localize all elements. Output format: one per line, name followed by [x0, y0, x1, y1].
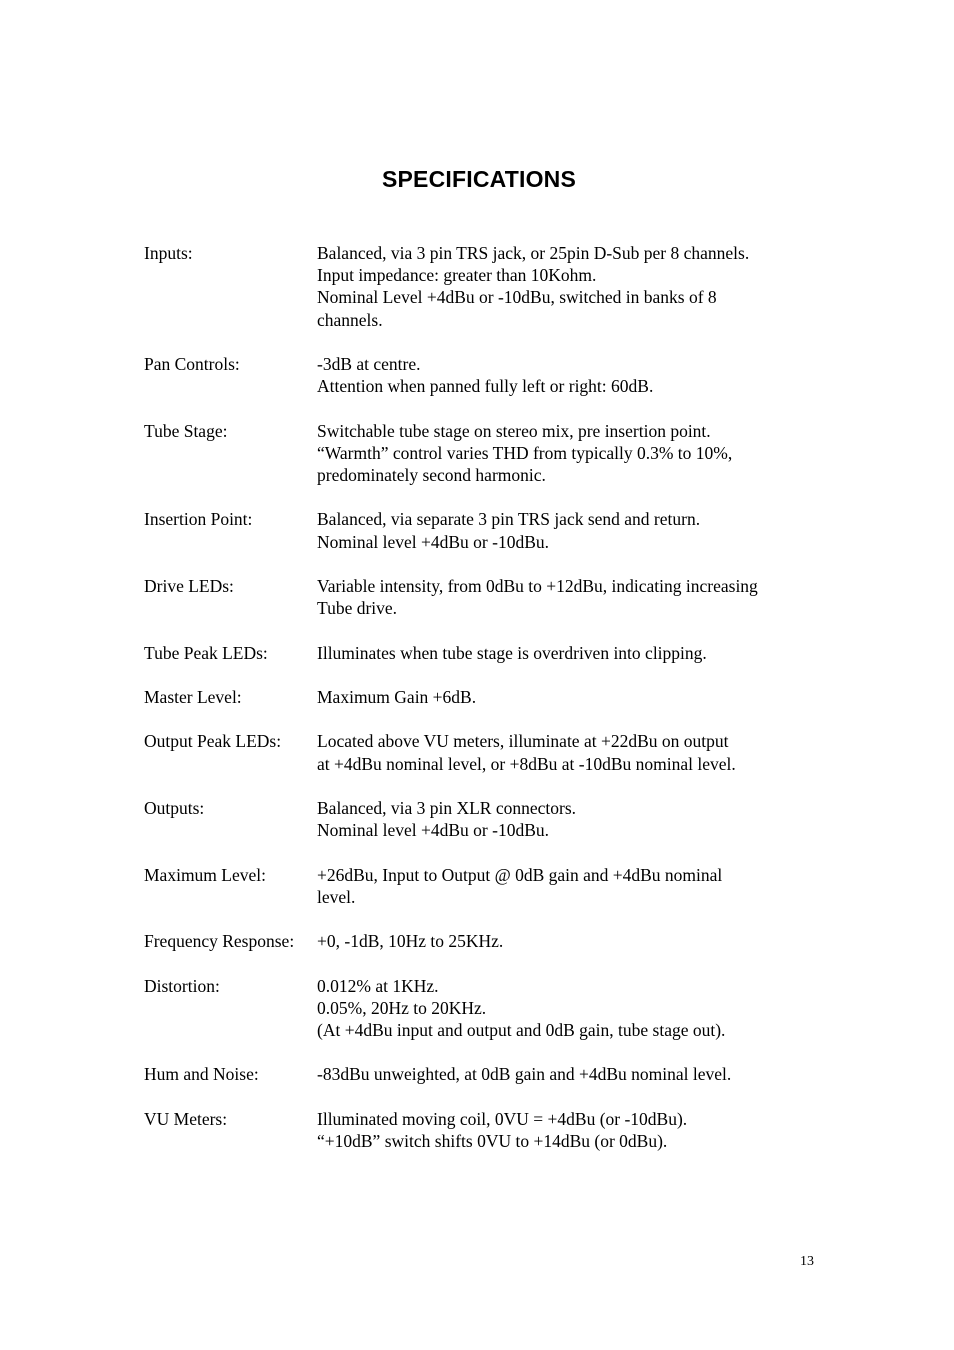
- spec-value-line: Tube drive.: [317, 598, 398, 619]
- spec-label: Frequency Response:: [144, 931, 295, 952]
- spec-value-line: “Warmth” control varies THD from typically 0.3% to 10%,: [317, 442, 733, 463]
- spec-row: [144, 420, 824, 487]
- spec-value-line: level.: [317, 886, 356, 907]
- spec-value-line: +0, -1dB, 10Hz to 25KHz.: [317, 931, 504, 952]
- spec-value-line: -3dB at centre.: [317, 354, 421, 374]
- spec-label: Insertion Point:: [144, 509, 253, 530]
- spec-label: Pan Controls:: [144, 354, 240, 374]
- spec-label: Distortion:: [144, 975, 220, 996]
- spec-value-line: at +4dBu nominal level, or +8dBu at -10dBu nominal level.: [317, 753, 736, 774]
- spec-value-line: Balanced, via separate 3 pin TRS jack send and return.: [317, 509, 701, 530]
- spec-value: [317, 930, 824, 952]
- spec-row: [144, 930, 824, 952]
- spec-label: Maximum Level:: [144, 864, 266, 885]
- spec-row: [144, 1108, 824, 1152]
- spec-label: Output Peak LEDs:: [144, 731, 282, 752]
- spec-value: [317, 1108, 824, 1152]
- spec-row: [144, 797, 824, 841]
- spec-row: [144, 242, 824, 331]
- spec-value: [317, 1063, 824, 1085]
- spec-label: Tube Stage:: [144, 420, 228, 441]
- spec-row: [144, 575, 824, 619]
- spec-value-line: Variable intensity, from 0dBu to +12dBu, indicating increasing: [317, 575, 758, 596]
- spec-value-line: +26dBu, Input to Output @ 0dB gain and +4dBu nominal: [317, 864, 723, 885]
- spec-row: [144, 686, 824, 708]
- spec-row: [144, 864, 824, 908]
- spec-value-line: Illuminated moving coil, 0VU = +4dBu (or -10dBu).: [317, 1108, 688, 1129]
- spec-row: [144, 975, 824, 1042]
- spec-value-line: 0.012% at 1KHz.: [317, 975, 439, 996]
- spec-value: [317, 575, 824, 619]
- spec-label: Master Level:: [144, 686, 242, 707]
- spec-label: Outputs:: [144, 797, 205, 818]
- spec-value: [317, 508, 824, 552]
- spec-value: [317, 686, 824, 708]
- spec-value-line: -83dBu unweighted, at 0dB gain and +4dBu nominal level.: [317, 1064, 732, 1085]
- page-title: SPECIFICATIONS: [381, 166, 577, 192]
- spec-value-line: “+10dB” switch shifts 0VU to +14dBu (or 0dBu).: [317, 1130, 668, 1151]
- spec-value: [317, 642, 824, 664]
- spec-row: [144, 730, 824, 774]
- specifications-list: [144, 242, 824, 1174]
- page-number: 13: [800, 1254, 814, 1269]
- spec-value-line: 0.05%, 20Hz to 20KHz.: [317, 997, 487, 1018]
- spec-label: Inputs:: [144, 243, 193, 263]
- spec-value: [317, 353, 824, 397]
- spec-value-line: Balanced, via 3 pin XLR connectors.: [317, 797, 577, 818]
- spec-value: [317, 864, 824, 908]
- spec-value: [317, 975, 824, 1042]
- spec-value: [317, 797, 824, 841]
- spec-value-line: Located above VU meters, illuminate at +22dBu on output: [317, 731, 729, 752]
- spec-value-line: Balanced, via 3 pin TRS jack, or 25pin D-Sub per 8 channels.: [317, 243, 750, 263]
- spec-value-line: Nominal level +4dBu or -10dBu.: [317, 820, 549, 841]
- spec-label: Drive LEDs:: [144, 575, 234, 596]
- spec-value: [317, 730, 824, 774]
- spec-label: VU Meters:: [144, 1108, 228, 1129]
- spec-value-line: (At +4dBu input and output and 0dB gain, tube stage out).: [317, 1019, 726, 1040]
- spec-row: [144, 1063, 824, 1085]
- spec-label: Hum and Noise:: [144, 1064, 259, 1085]
- spec-value: [317, 420, 824, 487]
- spec-value-line: channels.: [317, 309, 383, 330]
- spec-value-line: Input impedance: greater than 10Kohm.: [317, 265, 597, 286]
- spec-value-line: Illuminates when tube stage is overdriven into clipping.: [317, 642, 707, 663]
- spec-value-line: Switchable tube stage on stereo mix, pre insertion point.: [317, 420, 711, 441]
- spec-value-line: Nominal level +4dBu or -10dBu.: [317, 531, 549, 552]
- spec-value-line: Nominal Level +4dBu or -10dBu, switched in banks of 8: [317, 287, 717, 308]
- spec-label: Tube Peak LEDs:: [144, 642, 268, 663]
- spec-value-line: Maximum Gain +6dB.: [317, 686, 477, 707]
- spec-value-line: predominately second harmonic.: [317, 465, 546, 485]
- spec-value-line: Attention when panned fully left or right: 60dB.: [317, 376, 654, 397]
- spec-row: [144, 508, 824, 552]
- spec-row: [144, 353, 824, 397]
- spec-row: [144, 642, 824, 664]
- spec-value: [317, 242, 824, 331]
